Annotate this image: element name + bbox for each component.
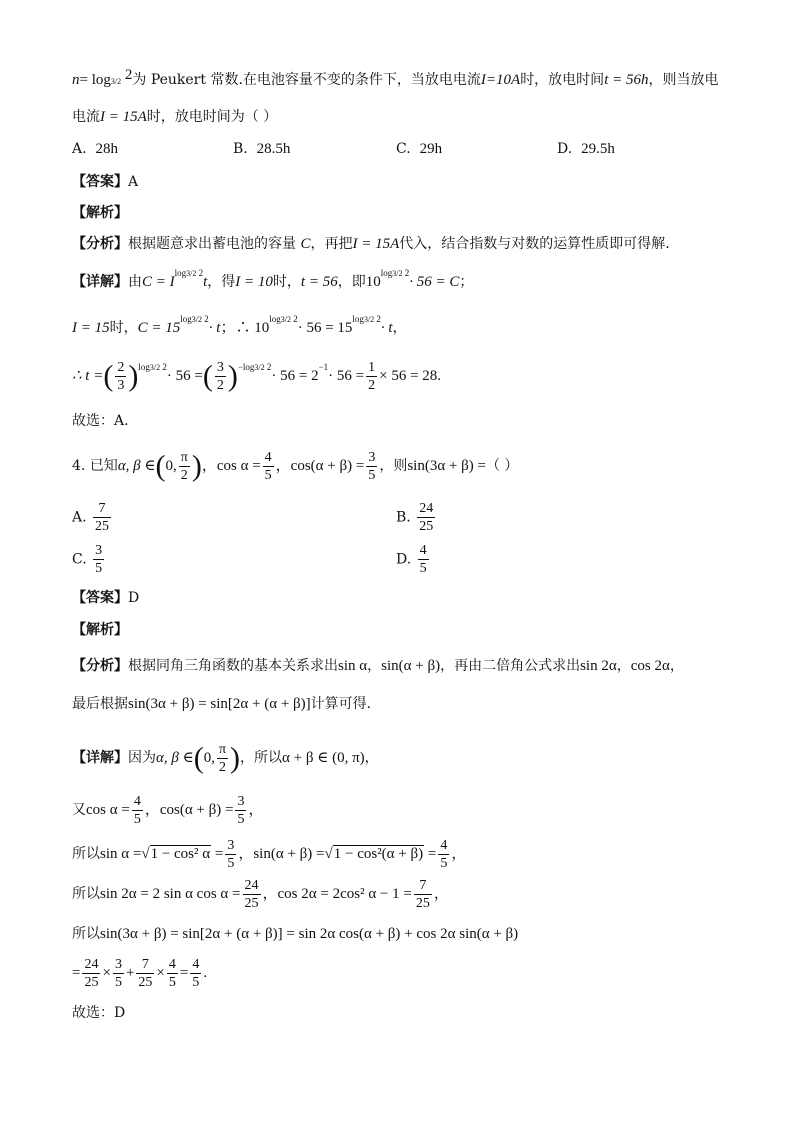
q3-option-c [396, 141, 442, 158]
option-frac [93, 542, 104, 577]
also-cos2: ，cos(α + β) = [144, 802, 234, 818]
detail-i10: I = 10 [235, 274, 273, 290]
frac-num: 1 [368, 360, 376, 376]
analysis-tag: 【解析】 [72, 622, 128, 638]
q3-detail-line2 [72, 314, 407, 340]
frac-den: 25 [419, 519, 434, 534]
fenxi-c: C [300, 236, 311, 252]
option-text: 29h [419, 141, 443, 157]
frac-den: 5 [133, 812, 141, 828]
right-paren: ) [128, 359, 139, 393]
exp-arg: 2 [198, 268, 204, 278]
frac-half [366, 359, 377, 394]
line-c15: C = 15 [137, 320, 181, 336]
option-label: C. [72, 551, 87, 568]
q4-choose [72, 1003, 125, 1023]
stem-0: 0, [165, 458, 177, 474]
frac-num: 4 [192, 957, 200, 973]
calc-times: × [102, 965, 111, 981]
detail-semi: ； [459, 274, 474, 290]
detail-ten: 10 [365, 274, 381, 290]
frac-2-3 [115, 359, 126, 394]
n-var: n [72, 72, 80, 88]
frac-num: 3 [114, 957, 122, 973]
q4-stem [72, 448, 518, 484]
q3-intro-text: 为 Peukert 常数.在电池容量不变的条件下，当放电电流 [132, 72, 481, 88]
exp-log: log [138, 362, 150, 372]
so3-eq: sin(3α + β) = sin[2α + (α + β)] = sin 2α cos(α + β) + cos 2α sin(α + β) [100, 926, 519, 942]
q4-so3-line [72, 924, 518, 944]
so1-eq: = [214, 846, 224, 862]
line-comma: ， [392, 320, 407, 336]
calc-times: × [156, 965, 165, 981]
left-paren: ( [202, 359, 213, 393]
option-text: 28.5h [256, 141, 291, 157]
q3-intro-text3: ，则当放电 [648, 72, 719, 88]
frac-pi-2 [217, 741, 228, 776]
so1-sin: sin α = [100, 846, 142, 862]
frac-den: 5 [168, 975, 176, 991]
q4-calc-line [72, 954, 207, 992]
frac-4-5 [132, 793, 143, 828]
left-paren: ( [103, 359, 114, 393]
detail-0: 0, [203, 750, 215, 766]
frac-den: 5 [95, 561, 103, 576]
frac-7-25 [136, 956, 154, 991]
q3-line2-b: 时，放电时间为（ ） [146, 109, 278, 125]
so1-sqrt2: 1 − cos²(α + β) [333, 846, 424, 862]
exp-base: 3/2 [254, 363, 265, 372]
frac-num: 24 [84, 957, 99, 973]
frac-7-25 [414, 877, 432, 912]
frac-3-5 [366, 449, 377, 484]
answer-tag: 【答案】 [72, 590, 128, 606]
fenxi-line2-a: 最后根据 [72, 696, 128, 712]
frac-num: 4 [419, 543, 427, 558]
frac-den: 5 [264, 468, 272, 484]
frac-den: 25 [244, 896, 259, 912]
detail-t: t [203, 274, 208, 290]
q4-fenxi-line1 [72, 656, 684, 676]
q3-answer [72, 172, 138, 192]
stem-ab: α, β ∈ [117, 458, 156, 474]
frac-num: 4 [440, 838, 448, 854]
frac-3-5 [235, 793, 246, 828]
current-value: I=10A [480, 72, 521, 88]
fenxi-end: ， [669, 658, 684, 674]
frac-3-5 [225, 837, 236, 872]
line-dot-t: · t [208, 320, 221, 336]
calc-plus: + [125, 965, 135, 981]
exp-arg: 2 [376, 314, 381, 324]
so1-eq: = [427, 846, 437, 862]
fenxi-line2-eq: sin(3α + β) = sin[2α + (α + β)] [128, 696, 311, 712]
stem-cos: ，cos α = [201, 458, 261, 474]
frac-num: 4 [264, 450, 272, 466]
q3-analysis [72, 203, 128, 223]
frac-4-5 [438, 837, 449, 872]
q3-detail-line1 [72, 268, 474, 294]
detail-eq1: C = I [142, 274, 175, 290]
frac-den: 5 [419, 561, 427, 576]
detail-t56: t = 56 [300, 274, 338, 290]
q4-so2-line: 所以sin 2α = 2 sin α cos α = $\frac{24}{25}$ ，cos 2α = 2cos² α − 1 = $\frac{7}{25}$ ， [72, 878, 449, 912]
analysis-tag: 【解析】 [72, 205, 128, 221]
option-frac [418, 542, 429, 577]
frac-4-5 [190, 956, 201, 991]
fenxi-sinab: sin(α + β) [381, 658, 441, 674]
exp-arg: 2 [204, 314, 209, 324]
exp-neg-log: −log [237, 362, 255, 372]
option-frac [93, 500, 111, 535]
q4-also-line: 又cos α = $\frac{4}{5}$ ，cos(α + β) = $\frac{3}{5}$ ， [72, 794, 264, 828]
frac-den: 2 [368, 378, 376, 394]
option-label: D. [396, 551, 412, 568]
frac-24-25 [243, 877, 261, 912]
option-label: B. [233, 141, 248, 157]
line-i15-text: 时， [109, 320, 138, 336]
frac-3-2 [215, 359, 226, 394]
stem-then: ，则 [379, 458, 408, 474]
q3-stem-line1 [72, 67, 719, 92]
log-text: = log [79, 72, 111, 88]
exp-log: log [174, 268, 187, 278]
answer-tag: 【答案】 [72, 174, 128, 190]
right-paren: ) [227, 359, 238, 393]
q4-analysis [72, 620, 128, 640]
fenxi-tag: 【分析】 [72, 658, 128, 674]
frac-4-5 [167, 956, 178, 991]
q3-option-d [557, 141, 615, 158]
left-paren: ( [155, 449, 166, 483]
q3-stem-line2 [72, 107, 277, 127]
choose-text: 故选：D [72, 1005, 126, 1021]
fenxi-tag: 【分析】 [72, 236, 128, 252]
line-therefore: ；∴ 10 [220, 320, 270, 336]
calc-eq: = [179, 965, 189, 981]
q3-current-15: I = 15A [100, 109, 147, 125]
frac-num: 7 [93, 500, 111, 518]
frac-den: 5 [368, 468, 376, 484]
frac-num: π [218, 742, 227, 758]
so3: 所以 [72, 926, 100, 942]
time-value: t = 56h [604, 72, 649, 88]
exp-base: 3/2 [392, 269, 403, 278]
detail-so: ，所以 [240, 750, 283, 766]
option-text: 28h [95, 141, 118, 157]
option-label: C. [396, 141, 411, 157]
exp-arg: 2 [404, 268, 410, 278]
also-cos: cos α = [86, 802, 130, 818]
q3-final-line [72, 358, 441, 396]
q3-option-a [72, 141, 118, 158]
q4-detail-line1 [72, 740, 379, 776]
detail-end: ， [364, 750, 379, 766]
fenxi-text3: 代入，结合指数与对数的运算性质即可得解. [399, 236, 670, 252]
so1-sqrt: 1 − cos² α [150, 846, 211, 862]
exp-arg: 2 [266, 362, 272, 372]
option-frac [417, 500, 435, 535]
q4-option-a [72, 500, 113, 535]
exp-base: 3/2 [280, 315, 291, 324]
frac-num: 24 [244, 878, 259, 894]
detail-because: 因为 [128, 750, 156, 766]
frac-num: 7 [136, 956, 154, 974]
fenxi-text2: ，再由二倍角公式求出 [440, 658, 581, 674]
log-base: 3/2 [110, 77, 122, 86]
q3-fenxi [72, 234, 670, 254]
detail-text2: 时， [272, 274, 301, 290]
so1-sinab: ，sin(α + β) = [238, 846, 325, 862]
frac-4-5 [263, 449, 274, 484]
frac-den: 5 [227, 856, 235, 872]
fenxi-line2-b: 计算可得. [310, 696, 372, 712]
frac-num: 24 [419, 501, 434, 516]
so2-cos2: ，cos 2α = 2cos² α − 1 = [262, 886, 412, 902]
frac-den: 25 [84, 975, 99, 991]
frac-24-25 [82, 956, 100, 991]
stem-a: 已知 [89, 458, 118, 474]
answer-value: A [128, 174, 139, 190]
q4-option-b [396, 500, 437, 535]
stem-cos2: ，cos(α + β) = [275, 458, 365, 474]
so2-sin2: sin 2α = 2 sin α cos α = [100, 886, 241, 902]
frac-den: 5 [114, 975, 122, 991]
q4-answer [72, 588, 139, 608]
frac-num: π [180, 450, 188, 466]
q3-option-b [233, 141, 290, 158]
fenxi-text1: 根据题意求出蓄电池的容量 [128, 236, 296, 252]
exp-log: log [352, 314, 364, 324]
so2: 所以 [72, 886, 100, 902]
exp-arg: 2 [162, 362, 167, 372]
q4-fenxi-line2 [72, 694, 371, 714]
so1: 所以 [72, 846, 100, 862]
frac-den: 25 [415, 896, 430, 912]
final-tail2: · 56 = [328, 368, 365, 384]
line-dot56: · 56 = 15 [297, 320, 353, 336]
frac-den: 2 [216, 378, 224, 394]
exp-base: 3/2 [191, 315, 203, 324]
frac-3-5 [113, 956, 124, 991]
fenxi-i: I = 15A [352, 236, 400, 252]
question-number: 4. [72, 458, 86, 474]
detail-ab: α, β ∈ [156, 750, 194, 766]
frac-den: 5 [237, 812, 245, 828]
final-end: × 56 = 28. [379, 368, 442, 384]
final-inv: −1 [318, 362, 329, 372]
q3-choose [72, 411, 129, 431]
fenxi-text1: 根据同角三角函数的基本关系求出 [128, 658, 338, 674]
line-dot-t2: · t [380, 320, 393, 336]
final-therefore: ∴ t = [72, 368, 104, 384]
q4-option-d [396, 542, 431, 577]
exp-log: log [269, 314, 281, 324]
answer-value: D [128, 590, 140, 606]
frac-num: 2 [117, 360, 125, 376]
right-paren: ) [191, 449, 202, 483]
detail-dot56c: · 56 = C [409, 274, 460, 290]
calc-eq: = [72, 965, 81, 981]
exp-log: log [180, 314, 192, 324]
q4-option-c [72, 542, 106, 577]
detail-tag: 【详解】 [72, 274, 128, 290]
stem-sin: sin(3α + β) = [407, 458, 486, 474]
fenxi-text2: ，再把 [310, 236, 353, 252]
left-paren: ( [193, 741, 204, 775]
detail-text3: ，即 [337, 274, 366, 290]
exp-base: 3/2 [186, 269, 197, 278]
exp-log: log [380, 268, 393, 278]
detail-tag: 【详解】 [72, 750, 128, 766]
detail-text1: ，得 [207, 274, 236, 290]
frac-num: 3 [237, 794, 245, 810]
line-i15: I = 15 [72, 320, 110, 336]
frac-num: 3 [227, 838, 235, 854]
option-label: A. [72, 141, 87, 157]
q3-line2-a: 电流 [72, 109, 100, 125]
detail-range: α + β ∈ (0, π) [282, 750, 365, 766]
calc-dot: . [203, 965, 208, 981]
fenxi-comma: ， [367, 658, 382, 674]
also: 又 [72, 802, 86, 818]
exp-arg: 2 [293, 314, 298, 324]
choose-text: 故选：A. [72, 413, 129, 429]
final-tail: · 56 = 2 [271, 368, 319, 384]
fenxi-comma: ， [616, 658, 631, 674]
frac-num: 7 [414, 877, 432, 895]
option-label: A. [72, 509, 87, 526]
exp-base: 3/2 [363, 315, 375, 324]
frac-num: 3 [95, 543, 103, 558]
fenxi-cos2: cos 2α [630, 658, 670, 674]
fenxi-sin2: sin 2α [580, 658, 617, 674]
frac-num: 3 [368, 450, 376, 466]
frac-num: 4 [168, 957, 176, 973]
frac-den: 25 [95, 519, 110, 534]
frac-den: 3 [117, 378, 125, 394]
frac-num: 3 [216, 360, 224, 376]
frac-den: 5 [192, 975, 200, 991]
stem-blank: （ ） [485, 458, 519, 474]
frac-den: 5 [440, 856, 448, 872]
q4-so1-line: 所以sin α =√1 − cos² α = $\frac{3}{5}$ ，sin(α + β) =√1 − cos²(α + β) = $\frac{4}{5}$ ， [72, 838, 467, 872]
option-label: B. [396, 509, 411, 526]
frac-den: 2 [180, 468, 188, 484]
exp-base: 3/2 [149, 363, 161, 372]
frac-pi-2 [179, 449, 190, 484]
frac-den: 25 [138, 975, 153, 991]
q3-intro-text2: 时，放电时间 [520, 72, 605, 88]
option-text: 29.5h [581, 141, 615, 157]
detail-you: 由 [128, 274, 142, 290]
fenxi-sin: sin α [338, 658, 368, 674]
final-mid: · 56 = [166, 368, 203, 384]
log-arg: 2 [124, 67, 133, 83]
frac-den: 2 [218, 760, 226, 776]
right-paren: ) [230, 741, 241, 775]
option-label: D. [557, 141, 573, 157]
frac-num: 4 [133, 794, 141, 810]
